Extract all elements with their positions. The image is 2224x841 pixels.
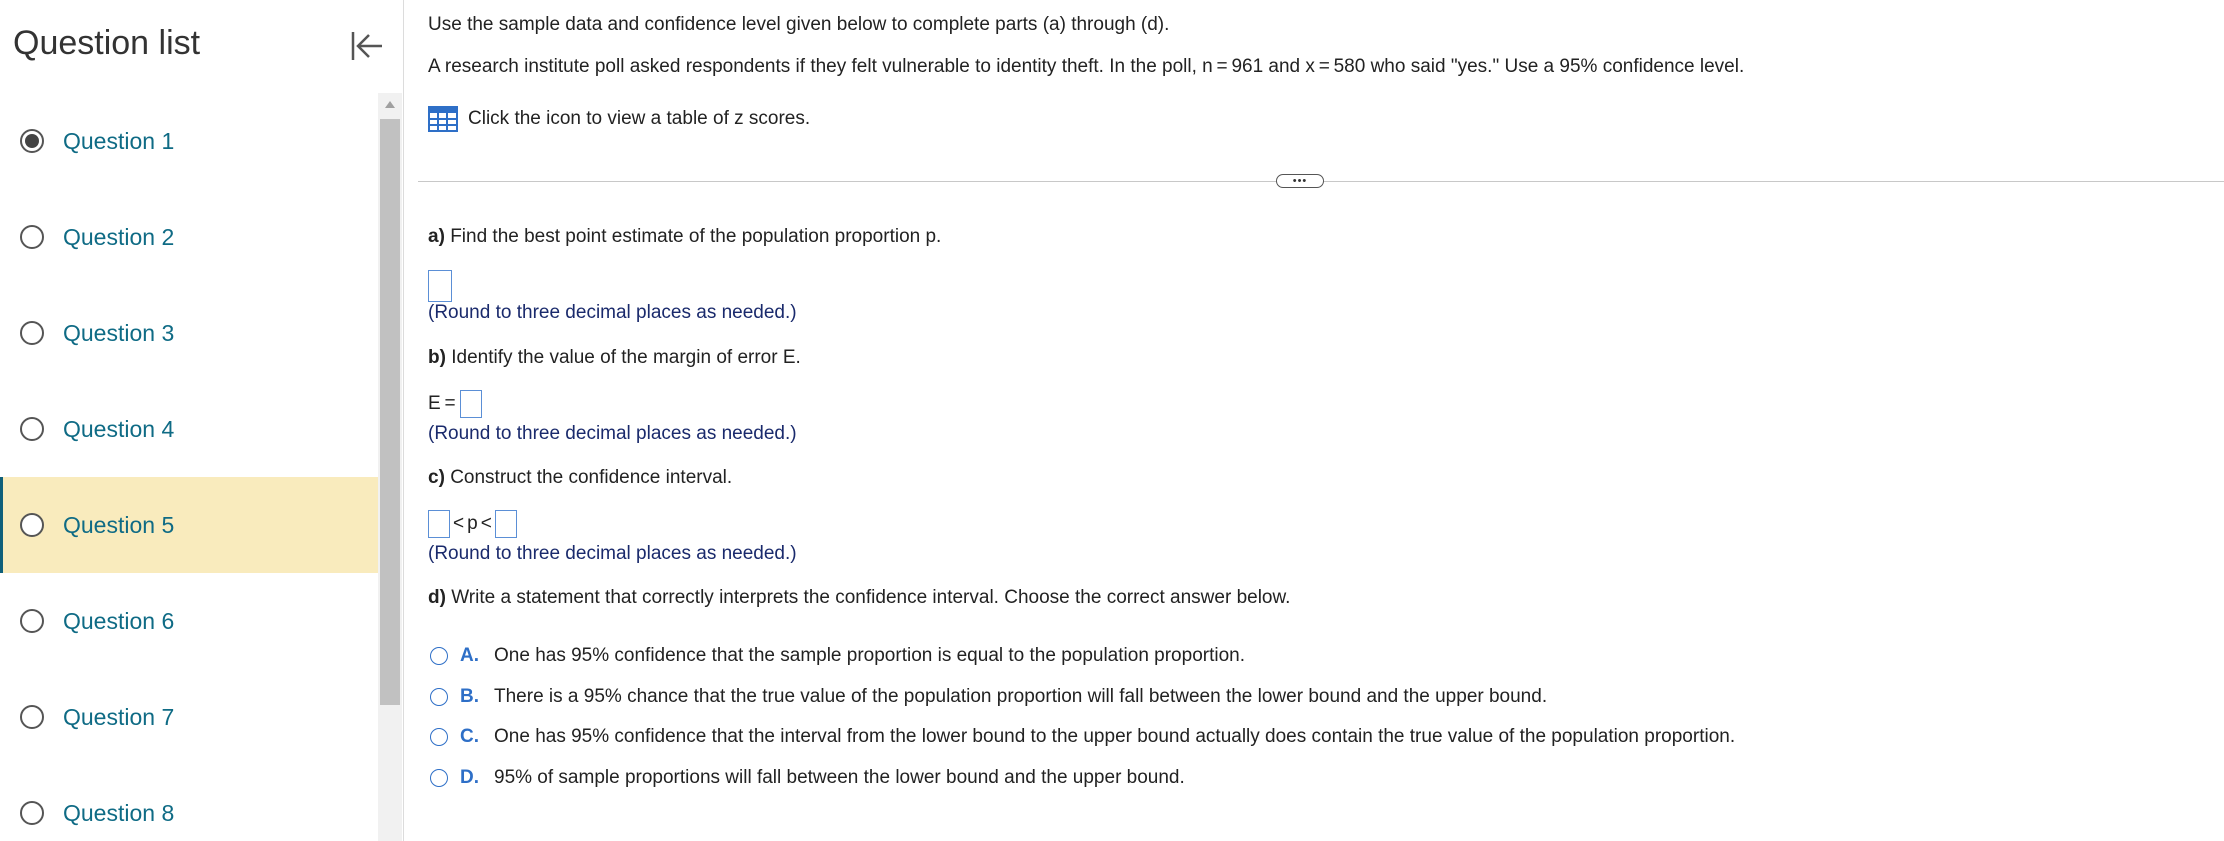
part-c-answer-row	[428, 510, 517, 538]
option-text: One has 95% confidence that the interval from the lower bound to the upper bound actually does contain the true value of the population proportion.	[494, 726, 1736, 747]
question-6-radio	[20, 609, 44, 633]
question-item-1[interactable]	[0, 93, 378, 189]
question-3-radio	[20, 321, 44, 345]
table-icon	[428, 106, 458, 132]
answer-option-a[interactable]	[430, 645, 1245, 667]
option-b-radio[interactable]	[430, 688, 448, 706]
question-item-label: Question 3	[63, 319, 175, 346]
collapse-left-icon	[350, 29, 384, 63]
less-than-symbol-2: <	[480, 513, 492, 534]
option-letter: B.	[460, 686, 479, 707]
question-item-7[interactable]	[0, 669, 378, 765]
question-item-3[interactable]	[0, 285, 378, 381]
answer-option-b[interactable]	[430, 686, 1547, 708]
question-item-2[interactable]	[0, 189, 378, 285]
question-4-radio	[20, 417, 44, 441]
upper-bound-input[interactable]	[495, 510, 517, 538]
scroll-up-arrow-icon	[385, 101, 395, 108]
part-c-text: Construct the confidence interval.	[450, 467, 733, 488]
question-item-6[interactable]	[0, 573, 378, 669]
option-a-radio[interactable]	[430, 647, 448, 665]
instructions-text: Use the sample data and confidence level given below to complete parts (a) through (d).	[428, 14, 1170, 35]
part-a-text: Find the best point estimate of the population proportion p.	[450, 226, 942, 247]
part-a-hint: (Round to three decimal places as needed.)	[428, 302, 797, 323]
p-symbol: p	[467, 513, 478, 534]
option-c-radio[interactable]	[430, 728, 448, 746]
question-2-radio	[20, 225, 44, 249]
part-c-question	[428, 467, 732, 489]
question-item-8[interactable]	[0, 765, 378, 841]
question-item-label: Question 4	[63, 415, 175, 442]
collapse-sidebar-button[interactable]	[347, 26, 387, 66]
question-item-label: Question 7	[63, 703, 175, 730]
question-item-label: Question 8	[63, 799, 175, 826]
part-d-label: d)	[428, 587, 446, 608]
z-table-link-text: Click the icon to view a table of z scores.	[468, 108, 811, 129]
divider-expand-handle[interactable]: •••	[1276, 174, 1324, 188]
part-a-question	[428, 226, 941, 248]
part-c-hint: (Round to three decimal places as needed.)	[428, 543, 797, 564]
part-b-answer-row	[428, 390, 482, 418]
z-table-link[interactable]	[428, 106, 810, 132]
option-letter: D.	[460, 767, 479, 788]
part-b-label: b)	[428, 347, 446, 368]
margin-of-error-input[interactable]	[460, 390, 482, 418]
question-5-radio	[20, 513, 44, 537]
part-b-text: Identify the value of the margin of error E.	[451, 347, 801, 368]
question-8-radio	[20, 801, 44, 825]
sidebar-scrollbar[interactable]	[378, 93, 402, 841]
scenario-text: A research institute poll asked respondents if they felt vulnerable to identity theft. In the poll, n = 961 and x = 580 who said "yes." Use a 95% confidence level.	[428, 56, 1745, 77]
question-7-radio	[20, 705, 44, 729]
question-item-4[interactable]	[0, 381, 378, 477]
scrollbar-thumb[interactable]	[380, 119, 400, 705]
option-letter: C.	[460, 726, 479, 747]
option-d-radio[interactable]	[430, 769, 448, 787]
part-b-question	[428, 347, 801, 369]
lower-bound-input[interactable]	[428, 510, 450, 538]
question-list-sidebar	[0, 0, 404, 841]
scroll-up-button[interactable]	[378, 93, 402, 115]
question-content	[418, 0, 2224, 841]
option-text: 95% of sample proportions will fall between the lower bound and the upper bound.	[494, 767, 1185, 788]
question-item-label: Question 1	[63, 127, 175, 154]
sidebar-title: Question list	[13, 24, 201, 62]
part-b-hint: (Round to three decimal places as needed.)	[428, 423, 797, 444]
margin-error-prefix: E =	[428, 393, 456, 414]
part-d-question	[428, 587, 1290, 609]
question-item-label: Question 5	[63, 511, 175, 538]
option-text: There is a 95% chance that the true value of the population proportion will fall between the lower bound and the upper bound.	[494, 686, 1548, 707]
question-item-5[interactable]	[0, 477, 378, 573]
question-1-radio	[20, 129, 44, 153]
answer-option-d[interactable]	[430, 767, 1185, 789]
answer-option-c[interactable]	[430, 726, 1735, 748]
part-d-text: Write a statement that correctly interprets the confidence interval. Choose the correct answer below.	[451, 587, 1291, 608]
point-estimate-input[interactable]	[428, 270, 452, 302]
question-item-label: Question 2	[63, 223, 175, 250]
part-c-label: c)	[428, 467, 445, 488]
part-a-label: a)	[428, 226, 445, 247]
question-item-label: Question 6	[63, 607, 175, 634]
less-than-symbol-1: <	[453, 513, 465, 534]
part-a-answer-row	[428, 270, 452, 302]
question-list	[0, 93, 378, 841]
option-letter: A.	[460, 645, 479, 666]
option-text: One has 95% confidence that the sample proportion is equal to the population proportion.	[494, 645, 1246, 666]
